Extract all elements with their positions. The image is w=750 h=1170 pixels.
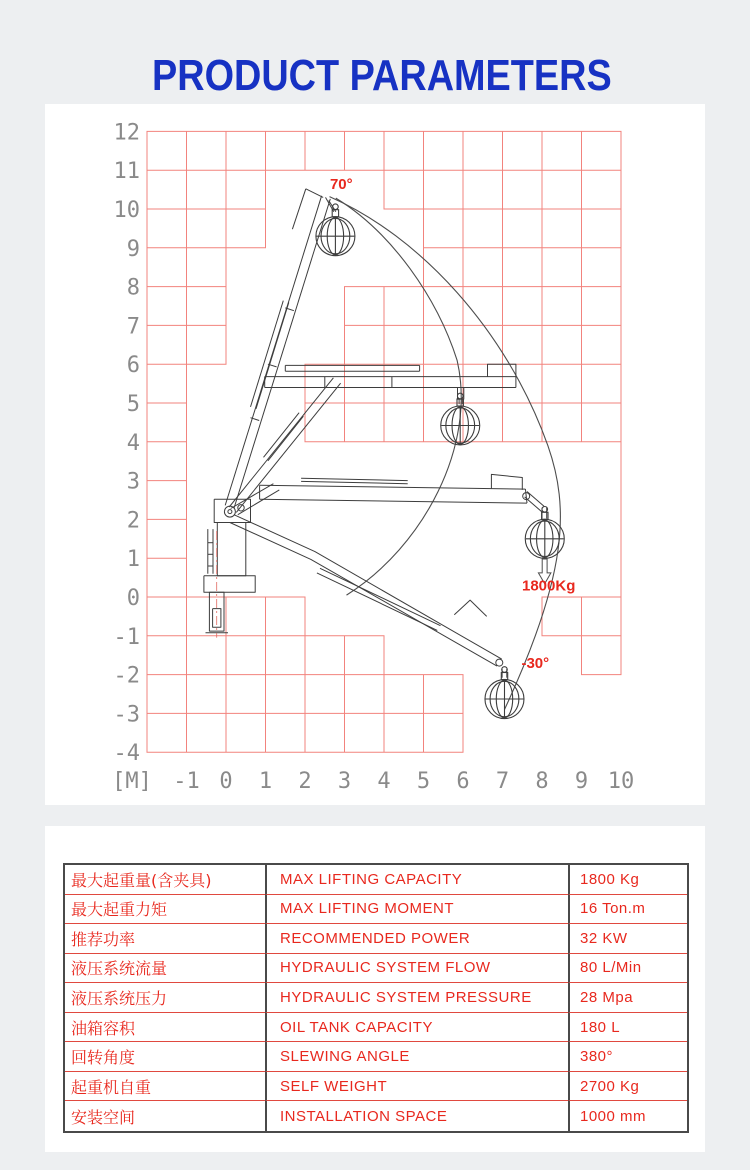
spec-name-cn-cell: 液压系统压力 — [65, 983, 265, 1013]
y-tick-label: 8 — [126, 275, 140, 301]
spec-name-cn-cell: 回转角度 — [65, 1042, 265, 1072]
chart-annotation: 70° — [329, 175, 353, 193]
spec-name-cn-cell: 液压系统流量 — [65, 954, 265, 984]
grapple-icon — [485, 667, 524, 719]
spec-value-cell: 180 L — [568, 1013, 687, 1043]
spec-name-cn-cell: 最大起重量(含夹具) — [65, 865, 265, 895]
y-tick-label: 11 — [113, 159, 140, 185]
x-tick-label: -1 — [173, 769, 200, 794]
y-tick-label: 9 — [126, 236, 140, 262]
x-tick-label: 5 — [416, 769, 431, 794]
grapple-icon — [441, 393, 480, 445]
x-tick-label: 4 — [377, 769, 391, 794]
x-tick-label: 3 — [337, 769, 352, 794]
y-tick-label: 0 — [126, 586, 140, 611]
spec-value-cell: 80 L/Min — [568, 954, 687, 984]
chart-annotation: -30° — [521, 655, 550, 672]
y-tick-label: 10 — [113, 198, 140, 223]
spec-table — [63, 863, 689, 1133]
spec-value-cell: 1000 mm — [568, 1101, 687, 1131]
x-tick-label: 10 — [607, 769, 635, 794]
spec-name-cn-cell: 最大起重力矩 — [65, 895, 265, 925]
x-tick-label: 8 — [535, 769, 549, 794]
y-tick-label: -3 — [113, 702, 140, 728]
spec-value-cell: 16 Ton.m — [568, 895, 687, 925]
x-tick-label: 7 — [495, 769, 510, 794]
spec-name-en-cell: OIL TANK CAPACITY — [265, 1013, 568, 1043]
spec-name-en-cell: HYDRAULIC SYSTEM FLOW — [265, 954, 568, 984]
spec-value-cell: 1800 Kg — [568, 865, 687, 895]
x-tick-label: 1 — [258, 769, 273, 794]
x-tick-label: 6 — [456, 769, 470, 794]
y-tick-label: 4 — [126, 430, 140, 456]
spec-name-cn-cell: 安装空间 — [71, 1107, 136, 1127]
page-title: PRODUCT PARAMETERS — [152, 51, 612, 101]
chart-annotation: 1800Kg — [522, 577, 576, 595]
spec-name-cn-cell: 起重机自重 — [65, 1072, 265, 1102]
y-tick-label: 1 — [126, 547, 140, 573]
y-tick-label: 7 — [126, 314, 140, 340]
spec-name-en-cell: SLEWING ANGLE — [265, 1042, 568, 1072]
spec-name-en-cell: MAX LIFTING CAPACITY — [265, 865, 568, 895]
spec-name-en-cell: MAX LIFTING MOMENT — [265, 895, 568, 925]
working-range-chart — [45, 104, 705, 805]
y-tick-label: 12 — [113, 120, 140, 146]
y-tick-label: -2 — [113, 663, 140, 689]
y-tick-label: 5 — [126, 392, 140, 417]
spec-name-cn-cell: 油箱容积 — [65, 1013, 265, 1043]
spec-table-panel — [45, 826, 705, 1152]
working-range-chart-panel — [45, 104, 705, 805]
y-tick-label: 6 — [126, 353, 140, 379]
spec-value-cell: 28 Mpa — [568, 983, 687, 1013]
spec-name-en-cell: RECOMMENDED POWER — [265, 924, 568, 954]
x-tick-label: 0 — [219, 769, 233, 794]
x-tick-label: 2 — [298, 769, 312, 794]
axis-unit-label: [M] — [112, 769, 152, 794]
spec-name-en-cell: HYDRAULIC SYSTEM PRESSURE — [265, 983, 568, 1013]
spec-value-cell: 2700 Kg — [568, 1072, 687, 1102]
y-tick-label: 3 — [126, 469, 140, 495]
spec-name-en-cell: SELF WEIGHT — [265, 1072, 568, 1102]
envelope-arc-outer — [330, 197, 561, 710]
envelope-arc-inner — [336, 198, 461, 595]
spec-value-cell: 32 KW — [568, 924, 687, 954]
spec-name-cn-cell: 推荐功率 — [65, 924, 265, 954]
y-tick-label: -4 — [113, 741, 140, 767]
y-tick-label: 2 — [126, 508, 140, 534]
spec-name-en-cell: INSTALLATION SPACE — [265, 1101, 568, 1131]
range-grid — [147, 131, 621, 752]
y-tick-label: -1 — [113, 624, 140, 650]
x-tick-label: 9 — [574, 769, 589, 794]
spec-value-cell: 380° — [568, 1042, 687, 1072]
